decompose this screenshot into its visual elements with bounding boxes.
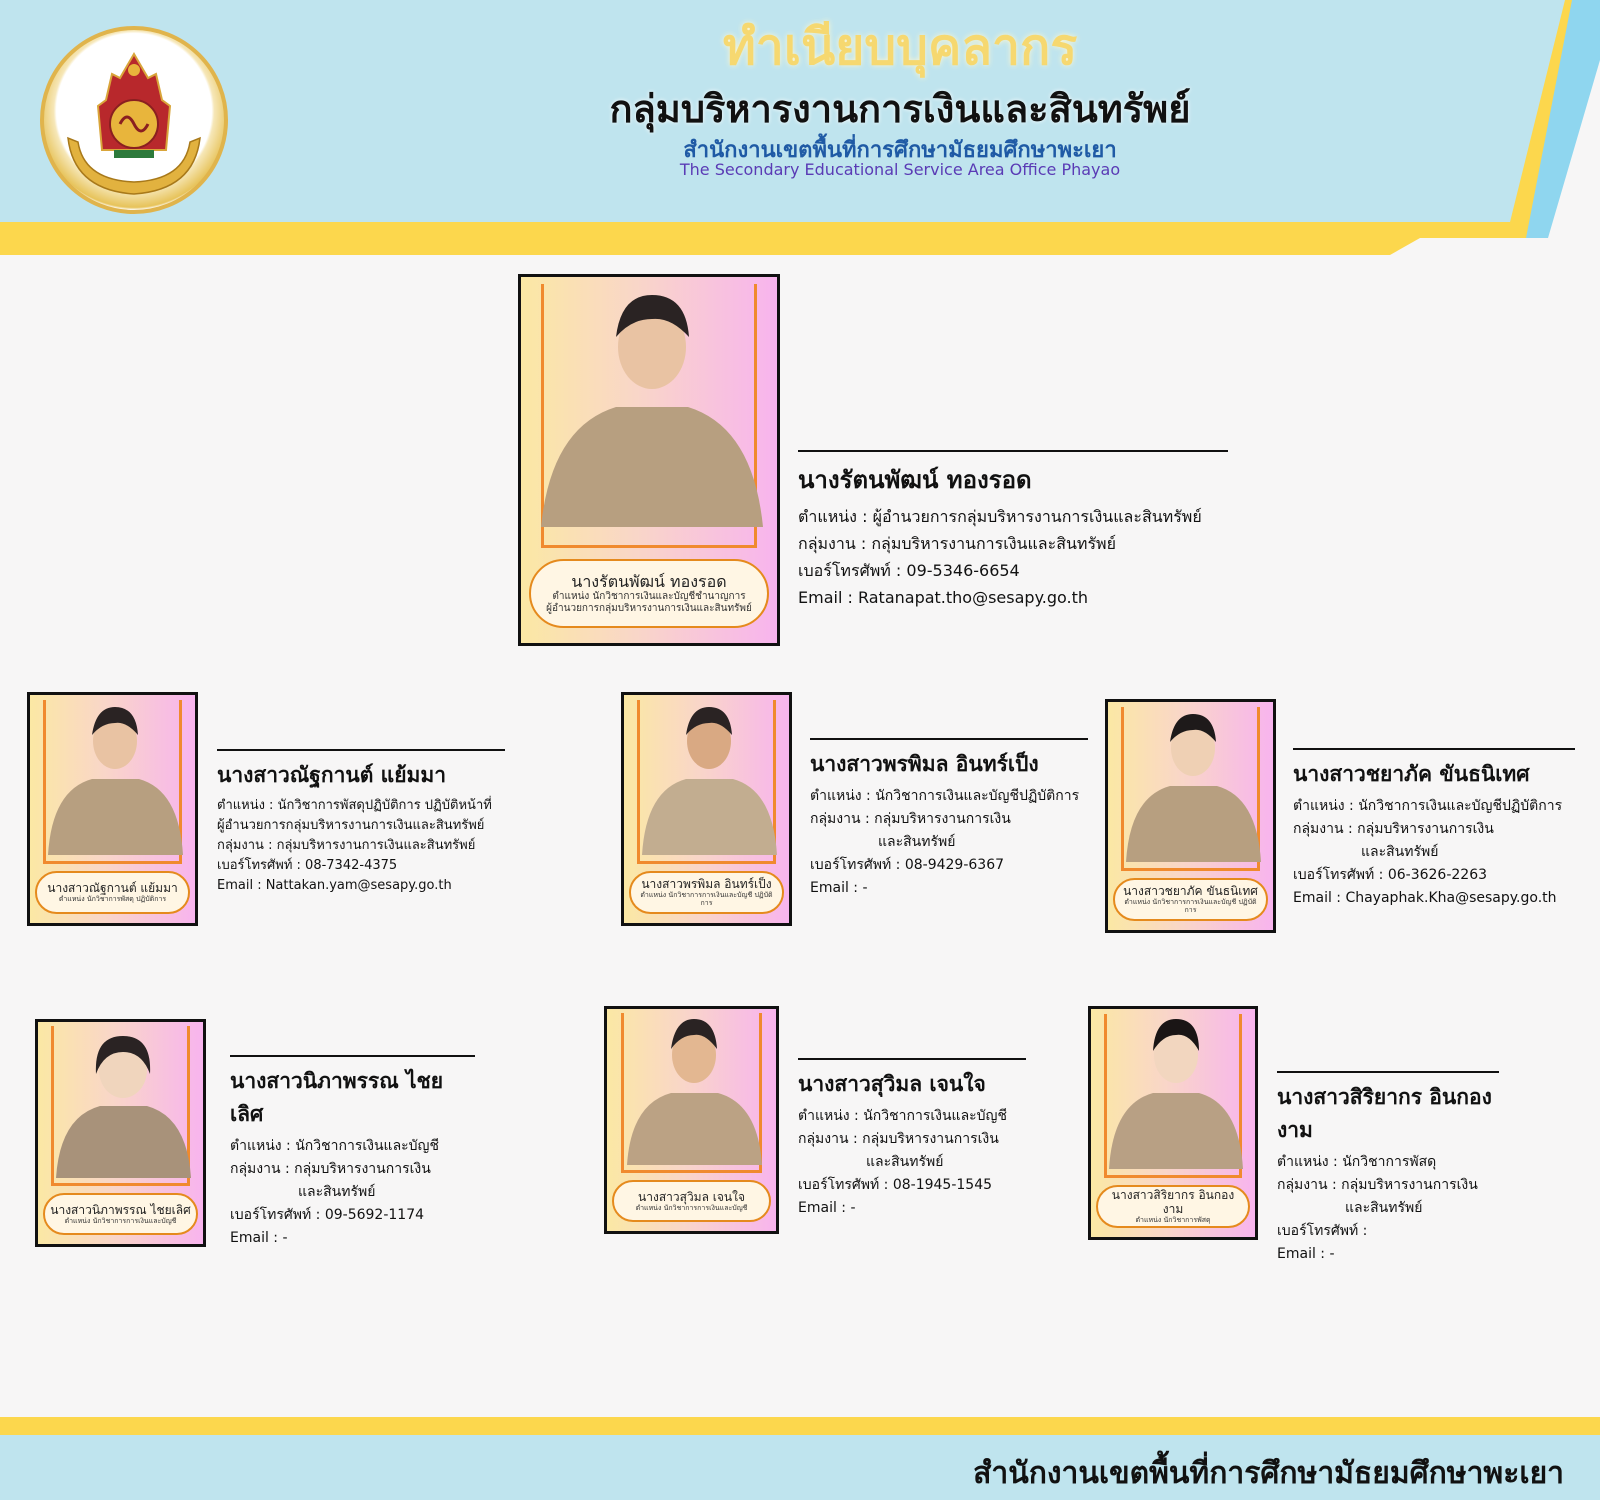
person-name: นางสาวนิภาพรรณ ไชยเลิศ — [230, 1069, 444, 1126]
staff-photo — [1088, 1006, 1258, 1240]
divider — [230, 1055, 475, 1057]
group-line: กลุ่มงาน : กลุ่มบริหารงานการเงิน — [798, 1131, 999, 1147]
phone-line: เบอร์โทรศัพท์ : 06-3626-2263 — [1293, 867, 1488, 883]
position-line: ตำแหน่ง : นักวิชาการเงินและบัญชีปฏิบัติการ — [1293, 798, 1563, 814]
staff-info — [810, 738, 1088, 900]
phone-line: เบอร์โทรศัพท์ : 08-9429-6367 — [810, 857, 1005, 873]
position-line: ตำแหน่ง : นักวิชาการพัสดุ — [1277, 1154, 1437, 1170]
staff-info — [1293, 748, 1575, 910]
email-line: Email : - — [810, 880, 868, 896]
plate-name: นางรัตนพัฒน์ ทองรอด — [571, 572, 727, 592]
group-line: กลุ่มงาน : กลุ่มบริหารงานการเงิน — [1277, 1177, 1478, 1193]
person-name: นางสาวสิริยากร อินกองงาม — [1277, 1085, 1492, 1142]
plate-name: นางสาวสุวิมล เจนใจ — [638, 1189, 745, 1204]
plate-name: นางสาวนิภาพรรณ ไชยเลิศ — [50, 1202, 191, 1217]
plate-position: ตำแหน่ง นักวิชาการการเงินและบัญชี — [635, 1204, 748, 1213]
group-line: กลุ่มงาน : กลุ่มบริหารงานการเงิน — [1293, 821, 1494, 837]
email-value: Ratanapat.tho@sesapy.go.th — [857, 588, 1088, 607]
footer-stripe — [0, 1417, 1600, 1435]
person-name: นางสาวพรพิมล อินทร์เป็ง — [810, 752, 1039, 776]
group-line: กลุ่มงาน : กลุ่มบริหารงานการเงิน — [230, 1161, 431, 1177]
person-name: นางสาวชยาภัค ขันธนิเทศ — [1293, 762, 1530, 786]
plate-position: ตำแหน่ง นักวิชาการพัสดุ ปฏิบัติการ — [58, 895, 167, 904]
director-photo — [518, 274, 780, 646]
staff-info — [798, 1058, 1026, 1220]
divider — [217, 749, 505, 751]
group-line: กลุ่มงาน : กลุ่มบริหารงานการเงินและสินทรัพย์ — [217, 838, 476, 853]
group-line-2: และสินทรัพย์ — [1361, 844, 1439, 860]
plate-name: นางสาวณัฐกานต์ แย้มมา — [47, 880, 178, 895]
name-plate — [529, 559, 770, 629]
staff-photo — [621, 692, 792, 926]
email-line: Email : Nattakan.yam@sesapy.go.th — [217, 878, 452, 893]
divider — [798, 1058, 1026, 1060]
staff-photo — [1105, 699, 1276, 933]
plate-position: ตำแหน่ง นักวิชาการเงินและบัญชีชำนาญการ — [552, 591, 746, 603]
director-info — [798, 450, 1228, 611]
group-line — [798, 530, 1228, 557]
position-label: ตำแหน่ง : — [798, 507, 868, 526]
office-name-en: The Secondary Educational Service Area Office Phayao — [679, 160, 1121, 179]
group-label: กลุ่มงาน : — [798, 534, 867, 553]
email-line: Email : Chayaphak.Kha@sesapy.go.th — [1293, 890, 1557, 906]
phone-line: เบอร์โทรศัพท์ : 08-7342-4375 — [217, 858, 398, 873]
position-line: ตำแหน่ง : นักวิชาการเงินและบัญชี — [798, 1108, 1007, 1124]
name-plate — [43, 1193, 198, 1235]
group-title: กลุ่มบริหารงานการเงินและสินทรัพย์ — [609, 87, 1191, 131]
email-line: Email : - — [1277, 1246, 1335, 1262]
position-line: ตำแหน่ง : นักวิชาการพัสดุปฏิบัติการ ปฏิบัติหน้าที่ — [217, 798, 492, 813]
phone-line: เบอร์โทรศัพท์ : 09-5692-1174 — [230, 1207, 425, 1223]
staff-info — [230, 1055, 475, 1250]
email-line: Email : - — [230, 1230, 288, 1246]
staff-photo — [27, 692, 198, 926]
person-name: นางสาวณัฐกานต์ แย้มมา — [217, 763, 447, 787]
name-plate — [1096, 1185, 1250, 1228]
position-line-2: ผู้อำนวยการกลุ่มบริหารงานการเงินและสินทรัพย์ — [217, 818, 485, 833]
plate-name: นางสาวสิริยากร อินกองงาม — [1111, 1187, 1235, 1217]
divider — [810, 738, 1088, 740]
name-plate — [1113, 878, 1268, 921]
plate-position: ตำแหน่ง นักวิชาการพัสดุ — [1135, 1216, 1211, 1225]
plate-name: นางสาวพรพิมล อินทร์เป็ง — [641, 876, 772, 891]
phone-line: เบอร์โทรศัพท์ : — [1277, 1223, 1368, 1239]
email-label: Email : — [798, 588, 853, 607]
plate-position-2: ผู้อำนวยการกลุ่มบริหารงานการเงินและสินทรัพย์ — [546, 603, 752, 615]
person-name: นางสาวสุวิมล เจนใจ — [798, 1072, 986, 1096]
group-line-2: และสินทรัพย์ — [878, 834, 956, 850]
plate-name: นางสาวชยาภัค ขันธนิเทศ — [1123, 883, 1258, 898]
plate-position: ตำแหน่ง นักวิชาการการเงินและบัญชี — [64, 1217, 177, 1226]
name-plate — [35, 871, 190, 914]
name-plate — [612, 1180, 771, 1222]
person-name: นางรัตนพัฒน์ ทองรอด — [798, 466, 1032, 494]
divider — [798, 450, 1228, 452]
phone-line — [798, 557, 1228, 584]
group-line-2: และสินทรัพย์ — [1345, 1200, 1423, 1216]
group-line-2: และสินทรัพย์ — [866, 1154, 944, 1170]
phone-label: เบอร์โทรศัพท์ : — [798, 561, 902, 580]
footer-office-name: สำนักงานเขตพื้นที่การศึกษามัธยมศึกษาพะเยา — [973, 1456, 1564, 1491]
staff-info — [217, 749, 505, 896]
office-name-th: สำนักงานเขตพื้นที่การศึกษามัธยมศึกษาพะเยา — [683, 138, 1117, 163]
group-line: กลุ่มงาน : กลุ่มบริหารงานการเงิน — [810, 811, 1011, 827]
staff-info — [1277, 1071, 1499, 1266]
email-line: Email : - — [798, 1200, 856, 1216]
staff-photo — [604, 1006, 779, 1234]
position-line — [798, 503, 1228, 530]
plate-position: ตำแหน่ง นักวิชาการการเงินและบัญชี ปฏิบัติการ — [1124, 898, 1257, 915]
phone-value: 09-5346-6654 — [906, 561, 1020, 580]
page-title: ทำเนียบบุคลากร — [722, 18, 1078, 76]
plate-position: ตำแหน่ง นักวิชาการการเงินและบัญชี ปฏิบัติการ — [640, 891, 773, 908]
name-plate — [629, 871, 784, 914]
position-line: ตำแหน่ง : นักวิชาการเงินและบัญชีปฏิบัติการ — [810, 788, 1080, 804]
position-line: ตำแหน่ง : นักวิชาการเงินและบัญชี — [230, 1138, 439, 1154]
staff-photo — [35, 1019, 206, 1247]
group-value: กลุ่มบริหารงานการเงินและสินทรัพย์ — [871, 534, 1116, 553]
email-line — [798, 584, 1228, 611]
position-value: ผู้อำนวยการกลุ่มบริหารงานการเงินและสินทรัพย์ — [872, 507, 1202, 526]
divider — [1293, 748, 1575, 750]
phone-line: เบอร์โทรศัพท์ : 08-1945-1545 — [798, 1177, 993, 1193]
group-line-2: และสินทรัพย์ — [298, 1184, 376, 1200]
divider — [1277, 1071, 1499, 1073]
